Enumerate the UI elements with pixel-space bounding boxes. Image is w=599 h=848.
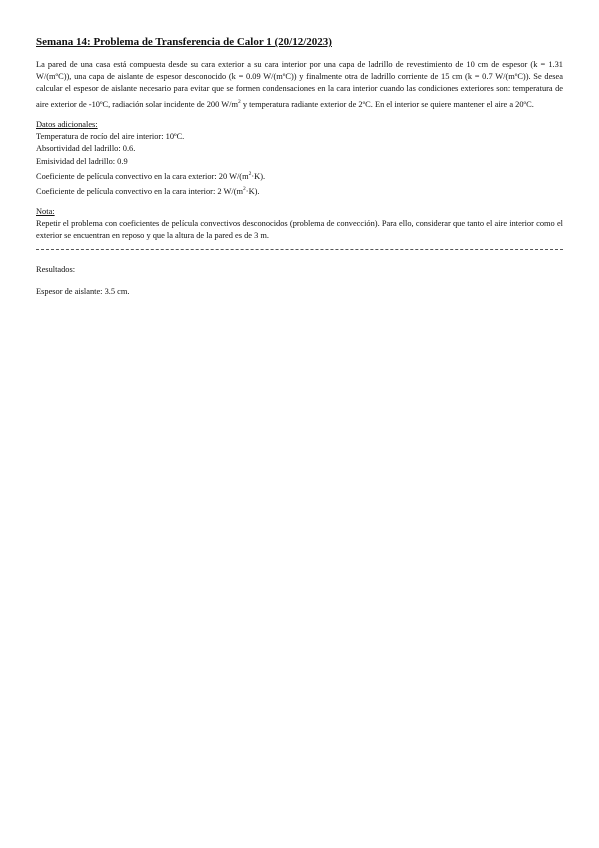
resultado-espesor: Espesor de aislante: 3.5 cm. [36, 286, 130, 296]
dashed-separator [36, 249, 563, 250]
datos-adicionales-section [36, 119, 563, 198]
document-title: Semana 14: Problema de Transferencia de Calor 1 (20/12/2023) [36, 36, 332, 48]
dato-line-5 [36, 183, 563, 198]
superscript-2: 2 [237, 98, 241, 105]
dato-line-4-a: Coeficiente de película convectivo en la cara exterior: 20 W/(m [36, 171, 249, 181]
dato-line-4 [36, 168, 563, 183]
dato-line-5-a: Coeficiente de película convectivo en la cara interior: 2 W/(m [36, 186, 244, 196]
nota-text: Repetir el problema con coeficientes de película convectivos desconocidos (problema de convección). Para ello, considerar que tanto el aire interior como el exterior se encuentran en reposo y que la altura de la pared es de 3 m. [36, 219, 563, 241]
problem-statement-text: La pared de una casa está compuesta desde su cara exterior a su cara interior por una capa de ladrillo de revestimiento de 10 cm de espesor (k = 1.31 W/(mºC)), una capa de aislante de espesor desconocido (k = 0.09 W/(mºC)) y finalmente otra de ladrillo corriente de 15 cm (k = 0.7 W/(mºC)). Se desea calcular el espesor de aislante necesario para evitar que se formen condensaciones en la cara interior cuando las condiciones exteriores son: temperatura de aire exterior de -10ºC, radiación solar incidente de 200 W/m [36, 60, 563, 109]
problem-statement-end: y temperatura radiante exterior de 2ºC. En el interior se quiere mantener el aire a 20ºC. [240, 99, 534, 109]
dato-line-1: Temperatura de rocío del aire interior: 10ºC. [36, 131, 185, 141]
dato-line-3: Emisividad del ladrillo: 0.9 [36, 156, 128, 166]
document-page [36, 36, 563, 298]
datos-heading: Datos adicionales: [36, 119, 98, 129]
dato-line-2: Absortividad del ladrillo: 0.6. [36, 144, 136, 154]
nota-heading: Nota: [36, 206, 55, 216]
dato-line-4-b: ·K). [251, 171, 266, 181]
dato-line-5-b: ·K). [245, 186, 260, 196]
nota-section [36, 206, 563, 243]
dato-line-5-sup: 2 [243, 185, 246, 192]
dato-line-4-sup: 2 [248, 170, 252, 177]
problem-statement [36, 59, 563, 111]
resultados-label: Resultados: [36, 264, 76, 274]
